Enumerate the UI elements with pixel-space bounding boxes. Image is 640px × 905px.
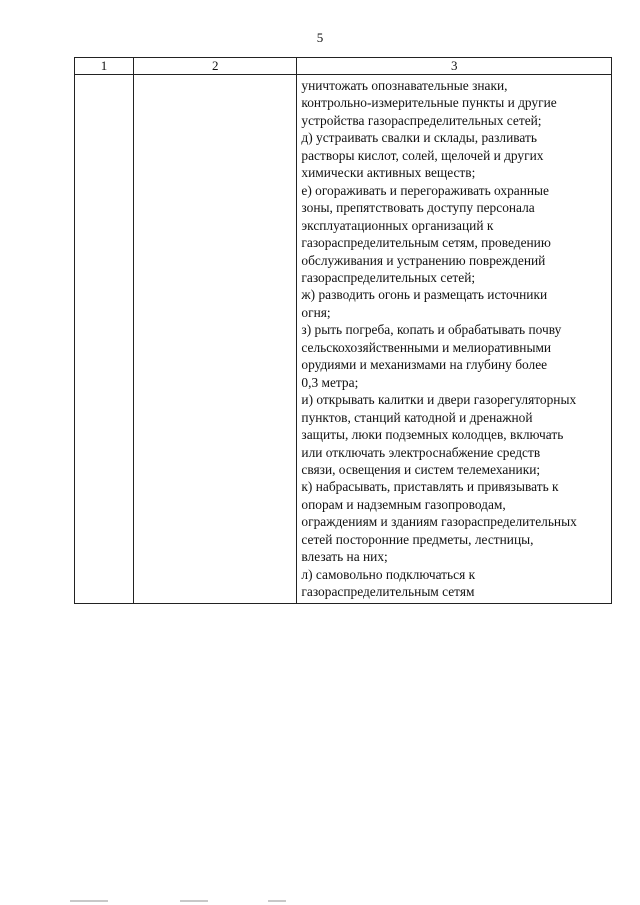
- text-line: газораспределительным сетям, проведению: [301, 235, 551, 251]
- scan-mark: [180, 900, 208, 902]
- text-line: влезать на них;: [301, 549, 388, 565]
- text-line: д) устраивать свалки и склады, разливать: [301, 130, 537, 146]
- text-line: л) самовольно подключаться к: [301, 566, 476, 582]
- text-line: орудиями и механизмами на глубину более: [301, 357, 548, 373]
- text-line: газораспределительным сетям: [301, 584, 475, 600]
- column-header-3: 3: [297, 58, 612, 75]
- text-line: контрольно-измерительные пункты и другие: [301, 95, 557, 111]
- text-line: и) открывать калитки и двери газорегуляторных: [301, 392, 577, 408]
- text-line: 0,3 метра;: [301, 374, 359, 390]
- text-line: к) набрасывать, приставлять и привязывать к: [301, 479, 559, 495]
- table-header-row: [75, 58, 612, 75]
- text-line: е) огораживать и перегораживать охранные: [301, 182, 550, 198]
- text-line: газораспределительных сетей;: [301, 269, 476, 285]
- text-line: з) рыть погреба, копать и обрабатывать почву: [301, 322, 562, 338]
- text-line: обслуживания и устранению повреждений: [301, 252, 546, 268]
- text-line: зоны, препятствовать доступу персонала: [301, 200, 535, 216]
- column-header-2: 2: [134, 58, 297, 75]
- table-row: [75, 75, 612, 604]
- table-cell-col-2: [134, 75, 297, 604]
- text-line: уничтожать опознавательные знаки,: [301, 78, 508, 93]
- page-number: 5: [316, 30, 324, 45]
- text-line: химически активных веществ;: [301, 165, 476, 181]
- text-line: защиты, люки подземных колодцев, включать: [301, 427, 564, 443]
- regulation-table: [74, 57, 612, 604]
- scan-edge-marks: [0, 900, 640, 904]
- text-line: ж) разводить огонь и размещать источники: [301, 287, 548, 303]
- text-line: связи, освещения и систем телемеханики;: [301, 461, 541, 477]
- text-line: сельскохозяйственными и мелиоративными: [301, 339, 552, 355]
- text-line: пунктов, станций катодной и дренажной: [301, 409, 533, 425]
- text-line: устройства газораспределительных сетей;: [301, 112, 542, 128]
- table-cell-col-3: [297, 75, 612, 604]
- column-header-1: 1: [75, 58, 134, 75]
- text-line: огня;: [301, 304, 331, 320]
- text-line: опорам и надземным газопроводам,: [301, 496, 506, 512]
- text-line: ограждениям и зданиям газораспределительных: [301, 514, 577, 530]
- table-cell-col-1: [75, 75, 134, 604]
- text-line: сетей посторонние предметы, лестницы,: [301, 531, 534, 547]
- scan-mark: [70, 900, 108, 902]
- text-line: эксплуатационных организаций к: [301, 217, 494, 233]
- text-line: растворы кислот, солей, щелочей и других: [301, 147, 544, 163]
- text-line: или отключать электроснабжение средств: [301, 444, 541, 460]
- scan-mark: [268, 900, 286, 902]
